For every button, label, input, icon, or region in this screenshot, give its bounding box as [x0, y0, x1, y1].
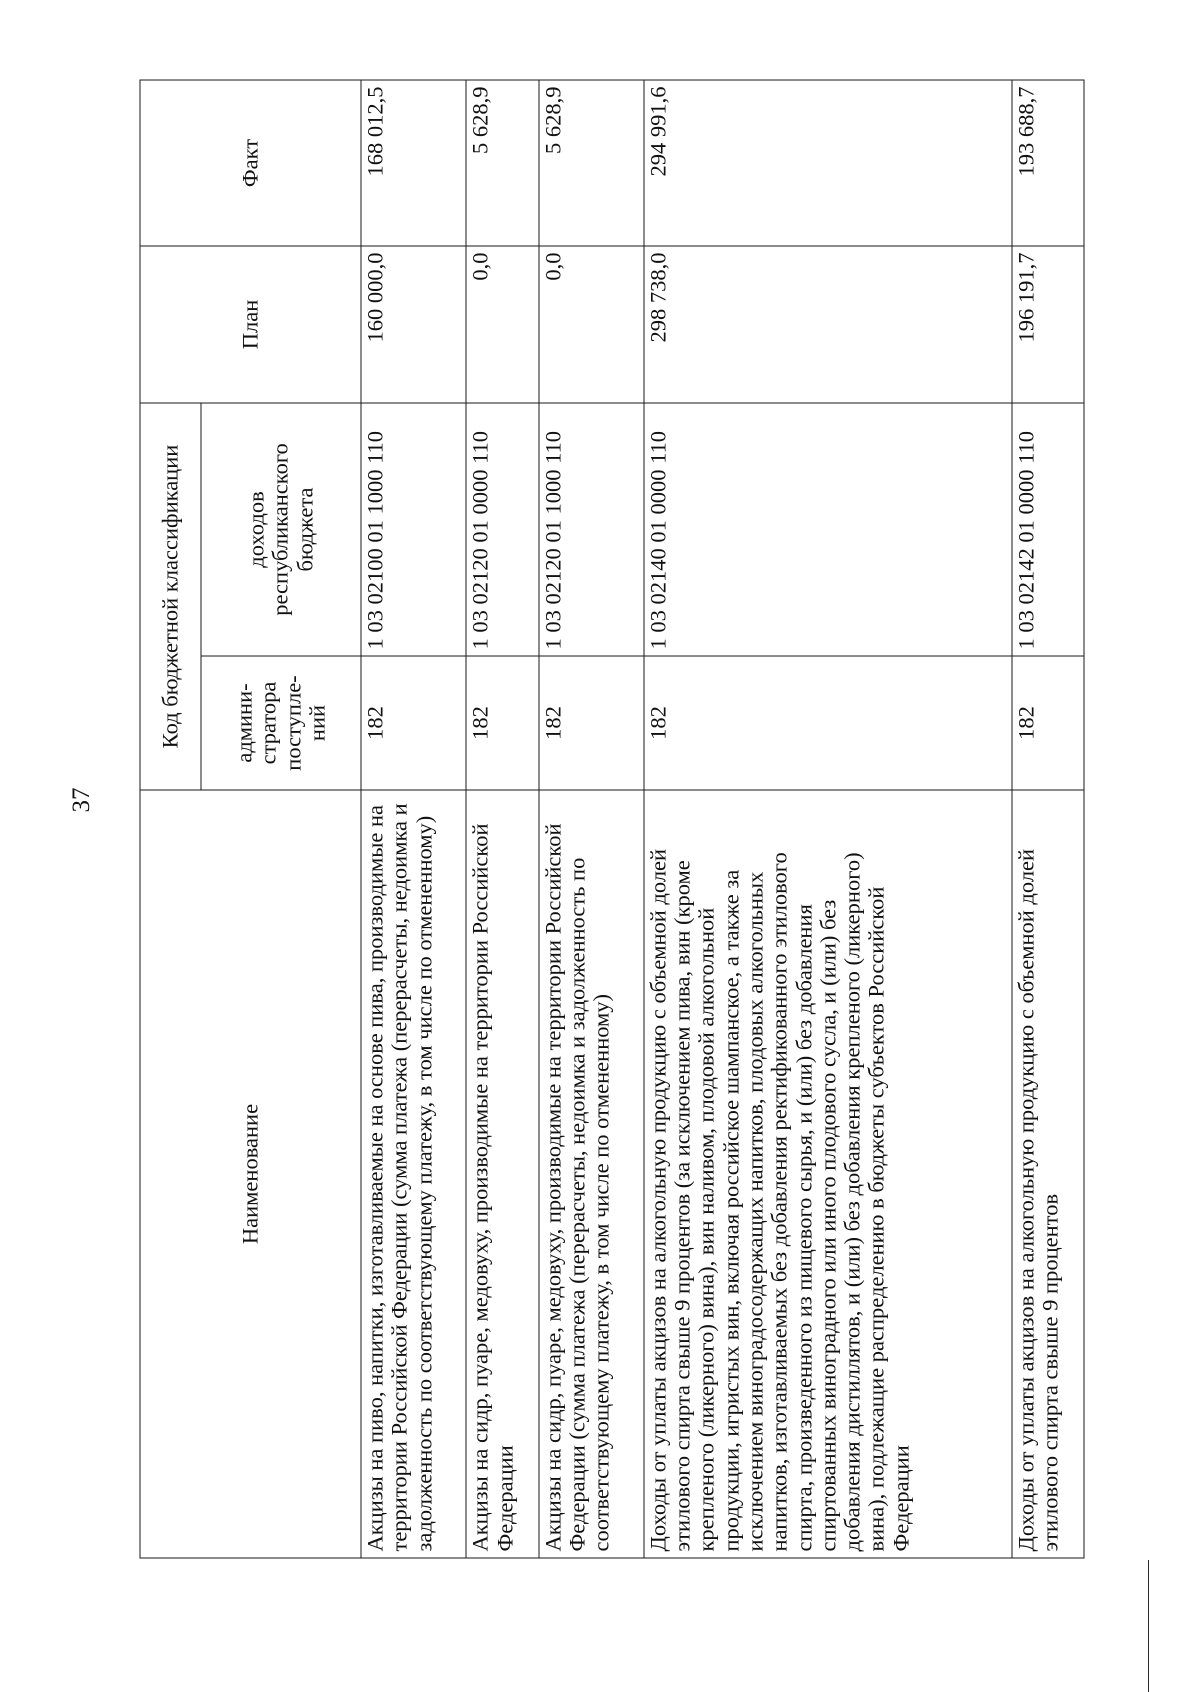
page-number: 37	[68, 787, 95, 813]
header-code-group: Код бюджетной классификации	[140, 403, 201, 790]
header-admin: админи-стратора поступле-ний	[201, 656, 361, 790]
row-fact: 193 688,7	[1012, 80, 1084, 246]
row-fact: 5 628,9	[466, 80, 538, 246]
table-row	[539, 80, 644, 1558]
row-name: Акцизы на сидр, пуаре, медовуху, производимые на территории Российской Федерации (сумма платежа (перерасчеты, недоимка и задолженность по соответствующему платежу, в том числе по отмененному)	[539, 790, 644, 1558]
row-name: Доходы от уплаты акцизов на алкогольную продукцию с объемной долей этилового спирта свыше 9 процентов (за исключением пива, вин (кроме крепленого (ликерного) вина), вин наливом, плодовой алкогольной продукции, игристых вин, включая российское шампанское, а также за исключением виноградосодержащих напитков, плодовых алкогольных напитков, изготавливаемых без добавления ректификованного этилового спирта, произведенного из пищевого сырья, и (или) без добавления спиртованных виноградного или иного плодового сусла, и (или) без добавления дистиллятов, и (или) без добавления крепленого (ликерного) вина), подлежащие распределению в бюджеты субъектов Российской Федерации	[644, 790, 1012, 1558]
row-plan: 0,0	[466, 246, 538, 403]
table-row	[361, 80, 466, 1558]
budget-table	[140, 79, 1085, 1558]
row-name: Доходы от уплаты акцизов на алкогольную продукцию с объемной долей этилового спирта свыше 9 процентов	[1012, 790, 1084, 1558]
row-fact: 168 012,5	[361, 80, 466, 246]
row-admin-code: 182	[539, 656, 644, 790]
row-plan: 298 738,0	[644, 246, 1012, 403]
row-income-code: 1 03 02120 01 0000 110	[466, 403, 538, 656]
row-plan: 160 000,0	[361, 246, 466, 403]
row-fact: 5 628,9	[539, 80, 644, 246]
table-row	[466, 80, 538, 1558]
header-income: доходов республиканского бюджета	[201, 403, 361, 656]
budget-table-container	[140, 80, 1085, 1558]
row-name: Акцизы на сидр, пуаре, медовуху, производимые на территории Российской Федерации	[466, 790, 538, 1558]
row-admin-code: 182	[466, 656, 538, 790]
row-name: Акцизы на пиво, напитки, изготавливаемые на основе пива, производимые на территории Российской Федерации (сумма платежа (перерасчеты, недоимка и задолженность по соответствующему платежу, в том числе по отмененному)	[361, 790, 466, 1558]
table-row	[1012, 80, 1084, 1558]
row-admin-code: 182	[1012, 656, 1084, 790]
row-income-code: 1 03 02140 01 0000 110	[644, 403, 1012, 656]
row-income-code: 1 03 02100 01 1000 110	[361, 403, 466, 656]
header-fact: Факт	[140, 80, 361, 246]
table-row	[644, 80, 1012, 1558]
header-plan: План	[140, 246, 361, 403]
row-income-code: 1 03 02120 01 1000 110	[539, 403, 644, 656]
row-plan: 0,0	[539, 246, 644, 403]
row-admin-code: 182	[644, 656, 1012, 790]
scan-edge-line	[1148, 1560, 1149, 1692]
row-income-code: 1 03 02142 01 0000 110	[1012, 403, 1084, 656]
row-fact: 294 991,6	[644, 80, 1012, 246]
header-name: Наименование	[140, 790, 361, 1558]
row-admin-code: 182	[361, 656, 466, 790]
row-plan: 196 191,7	[1012, 246, 1084, 403]
